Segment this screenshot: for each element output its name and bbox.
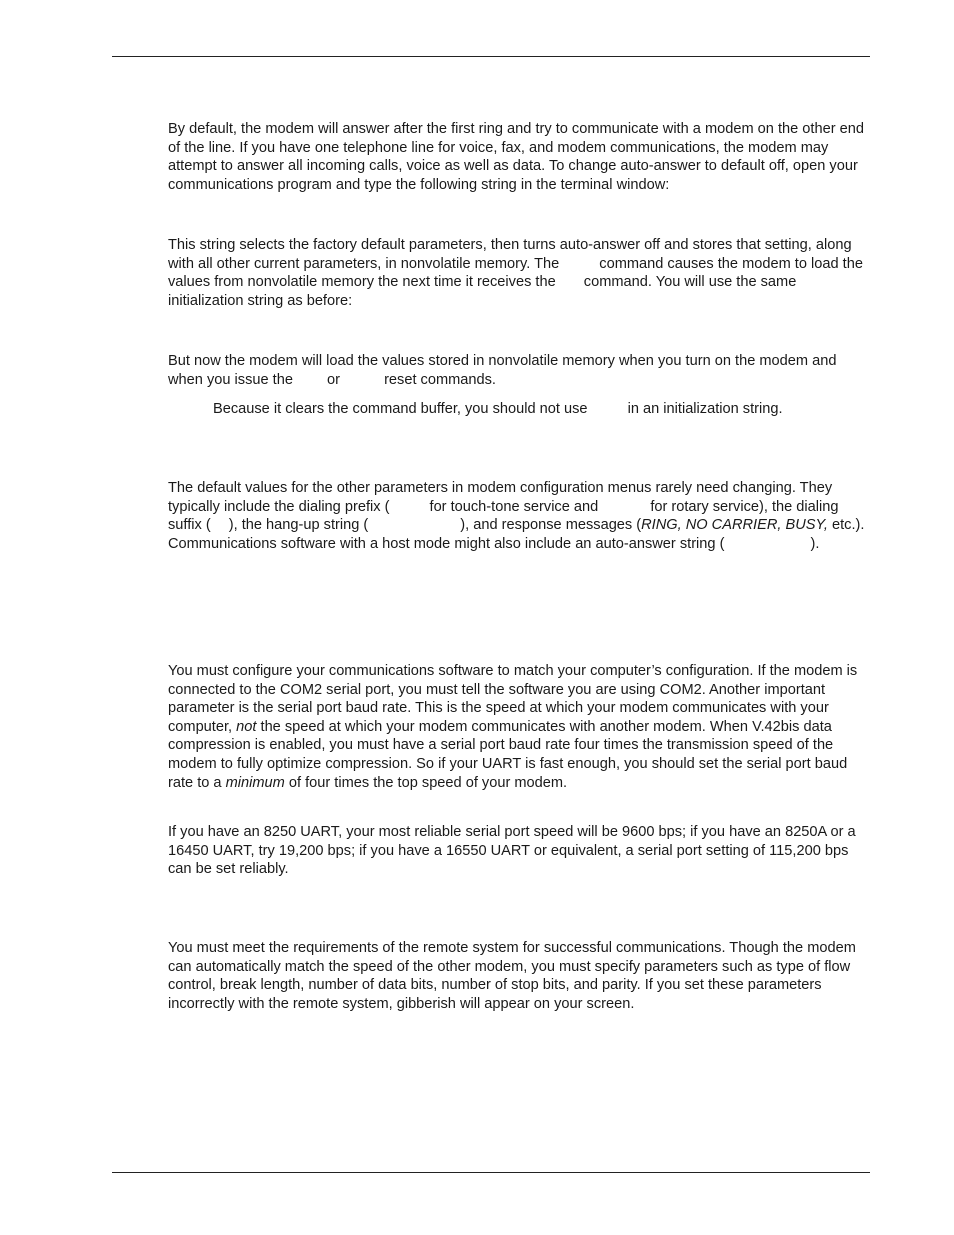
- text: By default, the modem will answer after the first ring and try to communicate with a modem on the other end of the line. If you have one telephone line for voice, fax, and modem communications, the modem may attempt to answer all incoming calls, voice as well as data. To change auto-answer to default off, open your communications program and type the following string in the terminal window:: [168, 121, 864, 193]
- text: for rotary service), the dialing suffix (: [168, 498, 839, 534]
- text: command causes the modem to load the values from nonvolatile memory the next time it receives the: [168, 255, 863, 291]
- text: You must meet the requirements of the remote system for successful communications. Though the modem can automatically match the speed of the other modem, you must specify parameters such as type of flow control, break length, number of data bits, number of stop bits, and parity. If you set these parameters incorrectly with the remote system, gibberish will appear on your screen.: [168, 940, 856, 1012]
- text: The default values for the other parameters in modem configuration menus rarely need changing. They typically include the dialing prefix (: [168, 480, 833, 515]
- response-messages: RING, NO CARRIER, BUSY,: [641, 517, 828, 534]
- paragraph-remote-system: [168, 939, 868, 1013]
- text: This string selects the factory default parameters, then turns auto-answer off and stores that setting, along with all other current parameters, in nonvolatile memory. The: [168, 237, 852, 272]
- paragraph-uart-speeds: [168, 823, 868, 879]
- paragraph-software-config: [168, 662, 868, 792]
- text: etc.). Communications software with a host mode might also include an auto-answer string (: [168, 517, 865, 552]
- text: ), and response messages (: [460, 517, 642, 534]
- text: the speed at which your modem communicates with another modem. When V.42bis data compression is enabled, you must have a serial port baud rate four times the transmission speed of the modem to fully optimize compression. So if your UART is fast enough, you should set the serial port baud rate to a: [168, 718, 848, 791]
- text: But now the modem will load the values stored in nonvolatile memory when you turn on the modem and when you issue the: [168, 353, 837, 388]
- text: for touch-tone service and: [429, 498, 599, 515]
- text: You must configure your communications software to match your computer’s configuration. If the modem is connected to the COM2 serial port, you must tell the software you are using COM2. Another important parameter is the serial port baud rate. This is the speed at which your modem communicates with your computer,: [168, 663, 858, 735]
- emphasis-minimum: minimum: [225, 774, 285, 791]
- paragraph-string-explanation: [168, 236, 868, 310]
- paragraph-default-values: [168, 479, 868, 553]
- emphasis-not: not: [236, 718, 257, 735]
- paragraph-auto-answer: [168, 120, 868, 194]
- text: ), the hang-up string (: [228, 517, 369, 534]
- text: command. You will use the same initialization string as before:: [168, 274, 797, 309]
- text: ).: [810, 535, 820, 552]
- header-rule: [112, 56, 870, 57]
- text: reset commands.: [384, 371, 496, 388]
- paragraph-nonvolatile: [168, 352, 868, 389]
- text: or: [327, 371, 340, 388]
- footer-rule: [112, 1172, 870, 1173]
- text: of four times the top speed of your modem.: [288, 774, 568, 791]
- text: If you have an 8250 UART, your most reliable serial port speed will be 9600 bps; if you have an 8250A or a 16450 UART, try 19,200 bps; if you have a 16550 UART or equivalent, a serial port setting of 115,200 bps can be set reliably.: [168, 824, 856, 878]
- text: Because it clears the command buffer, you should not use: [213, 401, 588, 417]
- text: in an initialization string.: [627, 401, 783, 417]
- note: [213, 400, 868, 419]
